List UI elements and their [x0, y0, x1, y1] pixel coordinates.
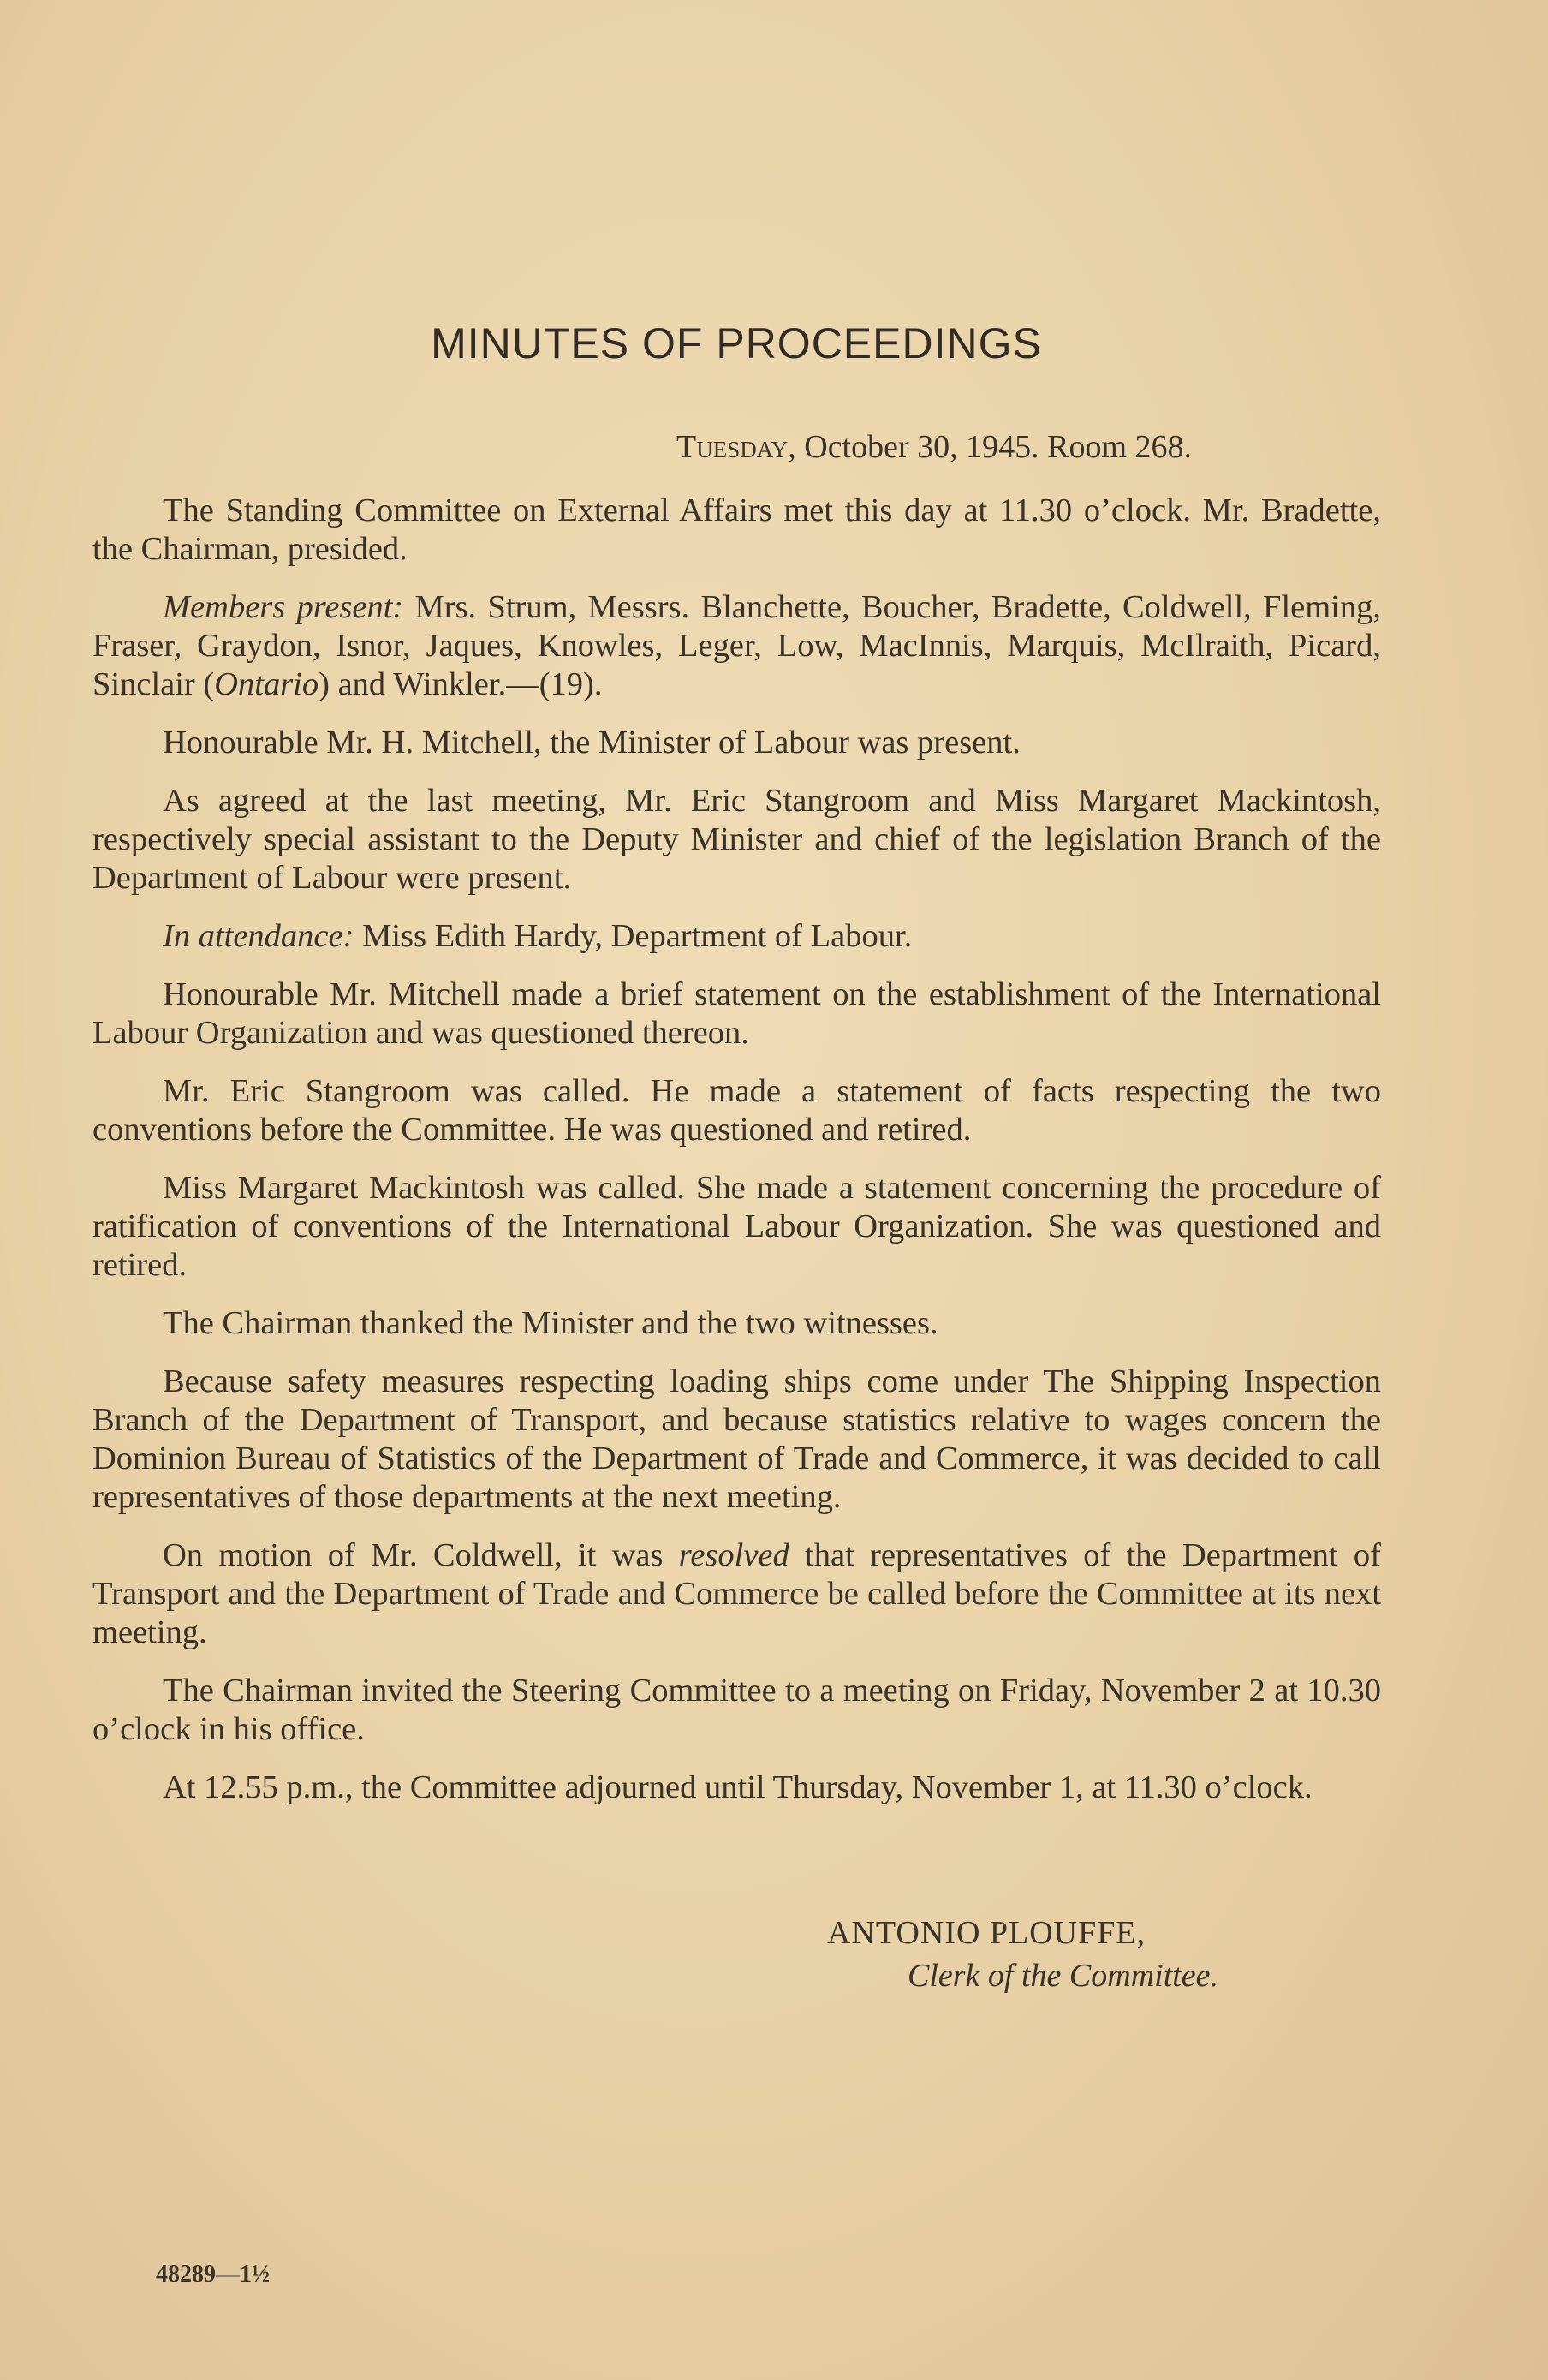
- members-present-label: Members present:: [163, 589, 404, 625]
- paragraph-adjournment: At 12.55 p.m., the Committee adjourned until Thursday, November 1, at 11.30 o’clock.: [163, 1769, 1313, 1805]
- paragraph-stangroom: Mr. Eric Stangroom was called. He made a statement of facts respecting the two conventions before the Committee. He was questioned and retired.: [92, 1073, 1381, 1148]
- in-attendance-label: In attendance:: [163, 918, 354, 954]
- paragraph-safety-measures: Because safety measures respecting loading ships come under The Shipping Inspection Branch of the Department of Transport, and because statistics relative to wages concern the Dominion Bureau of Statistics of the Department of Trade and Commerce, it was decided to call representatives of those departments at the next meeting.: [92, 1363, 1381, 1515]
- paragraph-minister-statement: Honourable Mr. Mitchell made a brief statement on the establishment of the International Labour Organization and was questioned thereon.: [92, 976, 1381, 1051]
- paragraph-witnesses-present: As agreed at the last meeting, Mr. Eric Stangroom and Miss Margaret Mackintosh, respectively special assistant to the Deputy Minister and chief of the legislation Branch of the Department of Labour were present.: [92, 783, 1381, 896]
- print-code: 48289—1½: [156, 2261, 270, 2288]
- minutes-body: [92, 492, 1381, 1827]
- paragraph-minister-present: Honourable Mr. H. Mitchell, the Minister of Labour was present.: [163, 725, 1021, 761]
- dateline: [676, 428, 1192, 466]
- signature-block: [822, 1912, 1301, 1997]
- paragraph-in-attendance: In attendance: Miss Edith Hardy, Department of Labour.: [163, 918, 913, 954]
- paragraph-steering-committee: The Chairman invited the Steering Committee to a meeting on Friday, November 2 at 10.30 o’clock in his office.: [92, 1673, 1381, 1747]
- paragraph-members-present: Members present: Mrs. Strum, Messrs. Blanchette, Boucher, Bradette, Coldwell, Fleming, Fraser, Graydon, Isnor, Jaques, Knowles, Leger, Low, MacInnis, Marquis, McIlraith, Picard, Sinclair (Ontario) and Winkler.—(19).: [92, 589, 1382, 702]
- clerk-name: ANTONIO PLOUFFE,: [827, 1915, 1146, 1951]
- paragraph-opening: The Standing Committee on External Affairs met this day at 11.30 o’clock. Mr. Bradette, the Chairman, presided.: [92, 492, 1381, 567]
- paragraph-mackintosh: Miss Margaret Mackintosh was called. She made a statement concerning the procedure of ratification of conventions of the International Labour Organization. She was questioned and retired.: [92, 1170, 1381, 1283]
- paragraph-thanks: The Chairman thanked the Minister and the two witnesses.: [163, 1305, 938, 1341]
- dateline-rest: , October 30, 1945. Room 268.: [788, 429, 1193, 465]
- page-title: MINUTES OF PROCEEDINGS: [431, 319, 1042, 367]
- clerk-role: Clerk of the Committee.: [908, 1958, 1219, 1994]
- paragraph-motion: On motion of Mr. Coldwell, it was resolved that representatives of the Department of Transport and the Department of Trade and Commerce be called before the Committee at its next meeting.: [92, 1537, 1381, 1650]
- dateline-day: Tuesday: [676, 429, 789, 465]
